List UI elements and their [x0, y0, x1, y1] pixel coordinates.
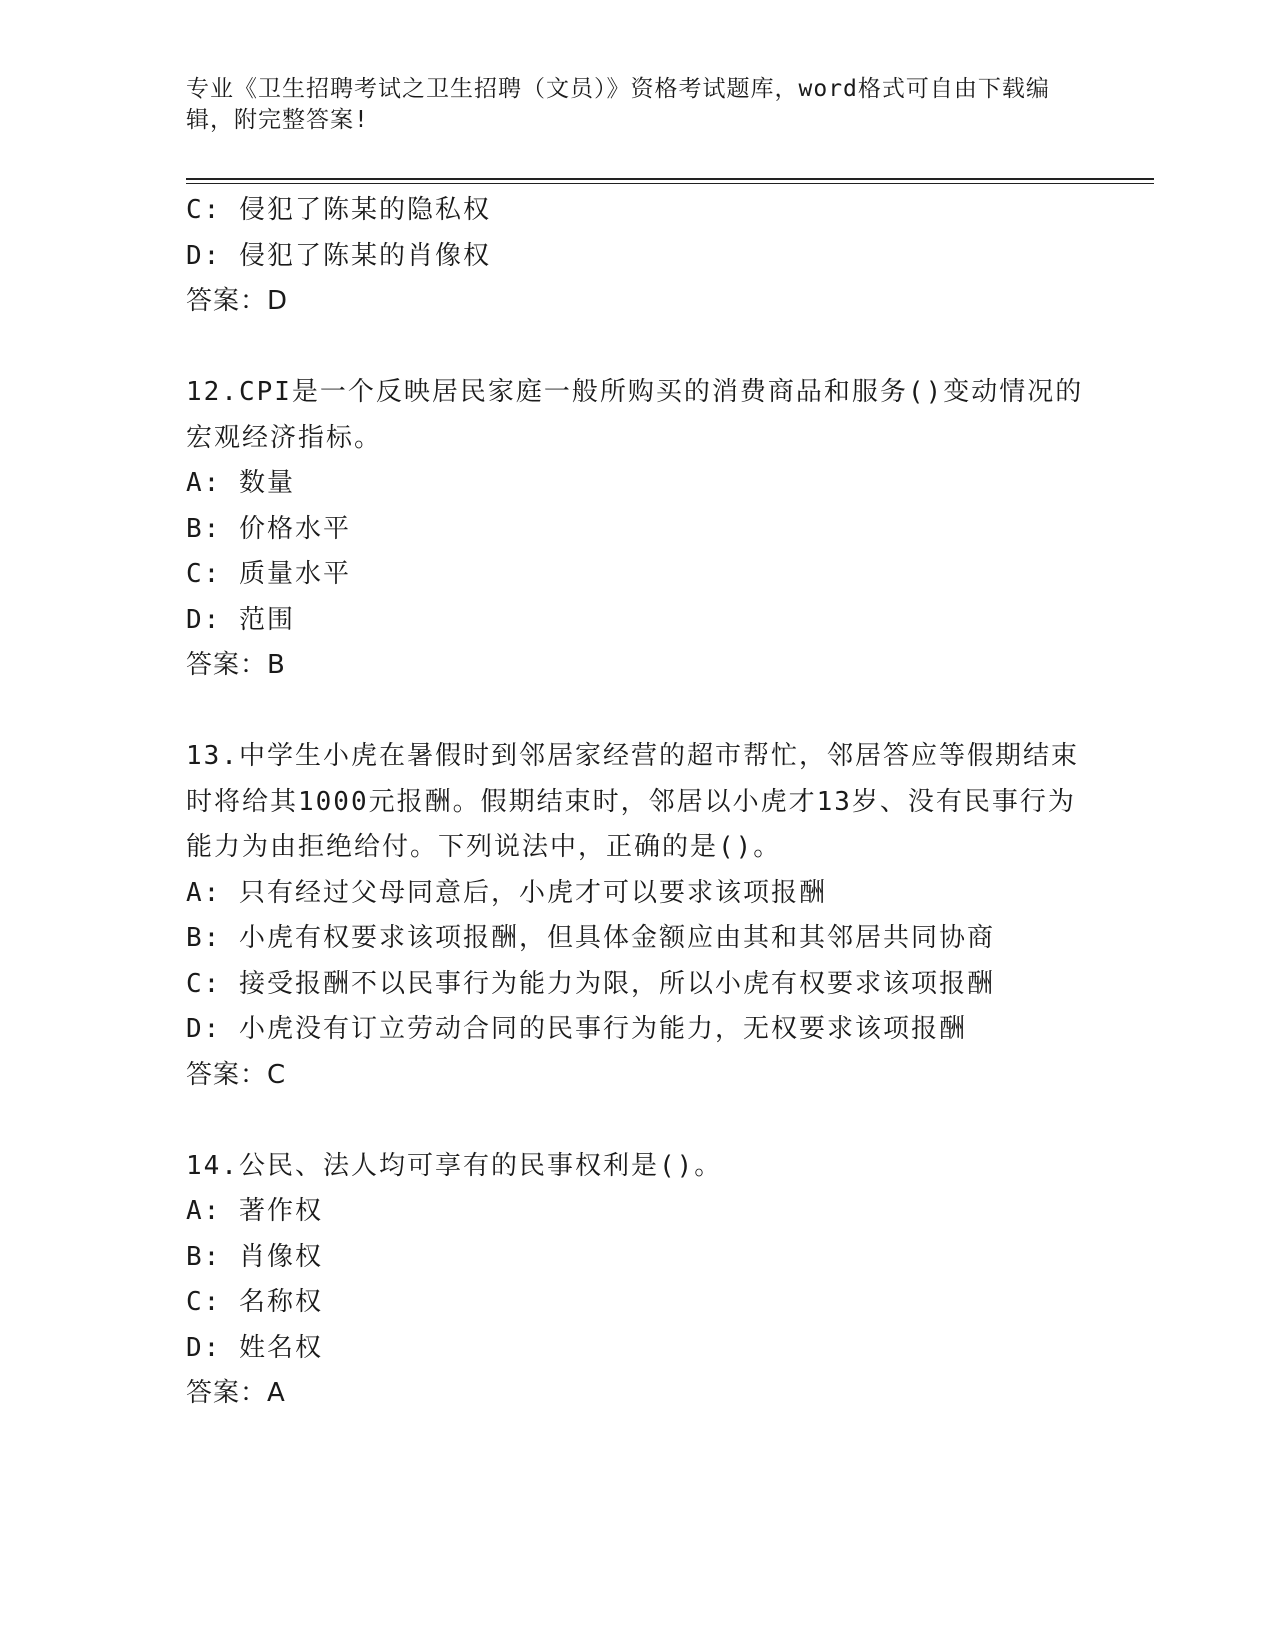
header-divider: [186, 178, 1154, 180]
option-c: C: 质量水平: [186, 559, 351, 589]
option-a: A: 只有经过父母同意后，小虎才可以要求该项报酬: [186, 877, 827, 908]
question-text: 14.公民、法人均可享有的民事权利是()。: [186, 1150, 723, 1181]
option-b: B: 小虎有权要求该项报酬，但具体金额应由其和其邻居共同协商: [186, 923, 995, 953]
option-a: A: 数量: [186, 468, 295, 498]
option-c: C: 接受报酬不以民事行为能力为限，所以小虎有权要求该项报酬: [186, 968, 995, 999]
question-13: [186, 734, 1086, 1098]
answer-line: 答案：D: [186, 286, 289, 316]
option-d: D: 范围: [186, 604, 295, 635]
option-a: A: 著作权: [186, 1196, 323, 1226]
question-11-continuation: [186, 188, 1086, 325]
document-body: [186, 188, 1086, 1417]
option-c: C: 名称权: [186, 1287, 323, 1317]
question-text: 12.CPI是一个反映居民家庭一般所购买的消费商品和服务()变动情况的宏观经济指标。: [186, 377, 1084, 453]
answer-line: 答案：B: [186, 650, 286, 680]
document-header: 专业《卫生招聘考试之卫生招聘（文员）》资格考试题库，word格式可自由下载编辑，附完整答案!: [186, 76, 1050, 133]
answer-line: 答案：A: [186, 1378, 286, 1408]
question-text: 13.中学生小虎在暑假时到邻居家经营的超市帮忙，邻居答应等假期结束时将给其1000元报酬。假期结束时，邻居以小虎才13岁、没有民事行为能力为由拒绝给付。下列说法中，正确的是()。: [186, 741, 1079, 862]
option-c: C: 侵犯了陈某的隐私权: [186, 195, 491, 225]
option-d: D: 姓名权: [186, 1332, 323, 1363]
question-14: [186, 1144, 1086, 1417]
option-b: B: 价格水平: [186, 513, 351, 544]
header-divider-thin: [186, 183, 1154, 184]
option-d: D: 侵犯了陈某的肖像权: [186, 240, 491, 271]
answer-line: 答案：C: [186, 1059, 287, 1090]
question-12: [186, 370, 1086, 689]
option-d: D: 小虎没有订立劳动合同的民事行为能力，无权要求该项报酬: [186, 1014, 967, 1044]
option-b: B: 肖像权: [186, 1241, 323, 1272]
